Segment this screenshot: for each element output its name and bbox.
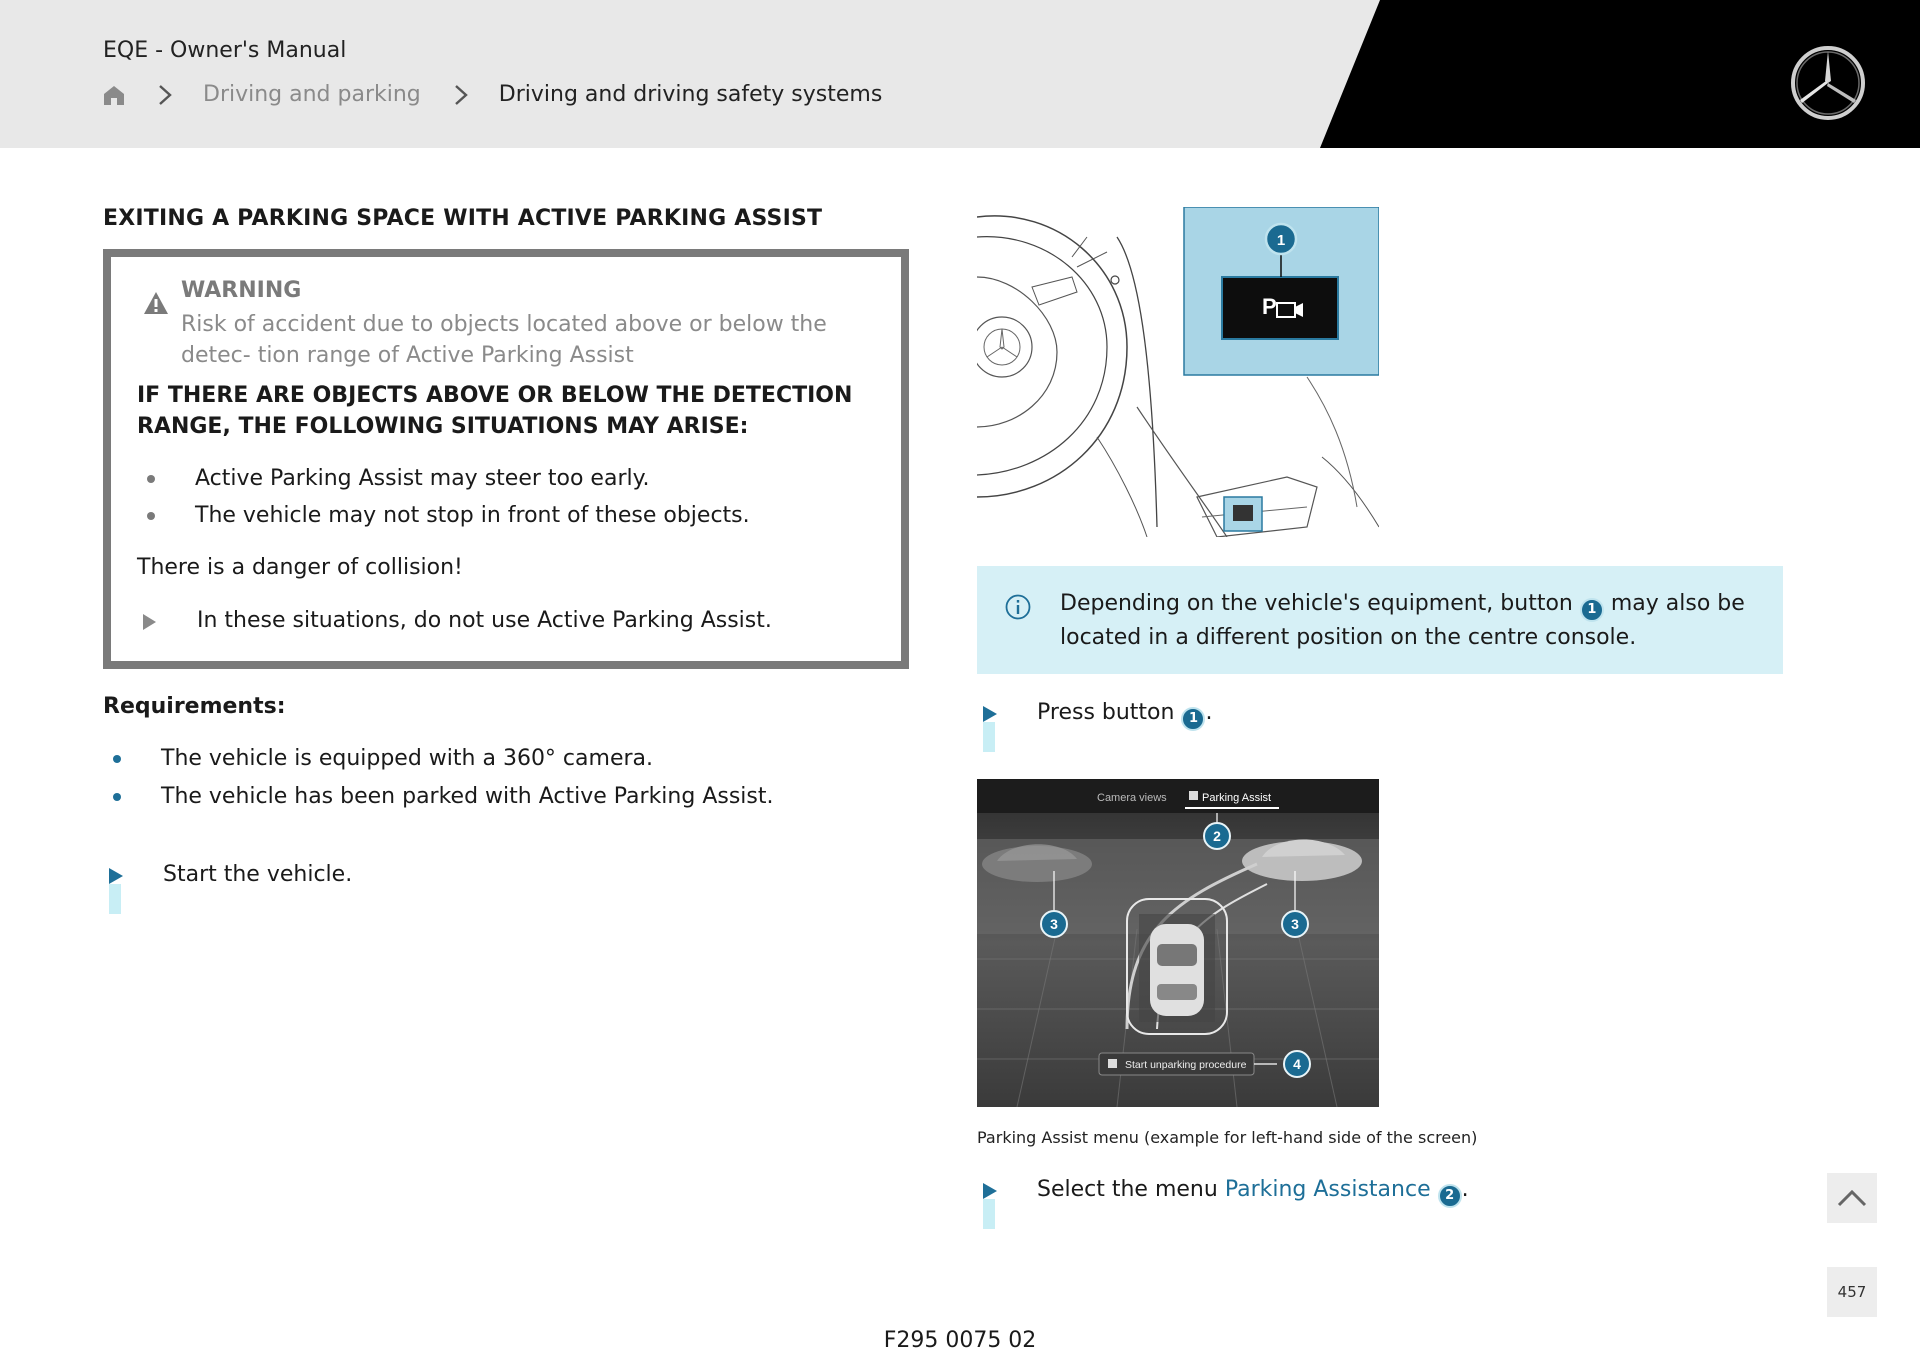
warning-triangle-icon [143, 291, 169, 315]
callout-4: 4 [1293, 1056, 1301, 1072]
section-title: EXITING A PARKING SPACE WITH ACTIVE PARKING ASSIST [103, 206, 823, 231]
figure-caption: Parking Assist menu (example for left-hand side of the screen) [977, 1128, 1478, 1147]
warning-bullet-list [137, 464, 750, 538]
breadcrumb-current: Driving and driving safety systems [498, 82, 883, 107]
chevron-right-icon [451, 84, 471, 106]
screen-start-unparking-button: Start unparking procedure [1125, 1059, 1247, 1071]
step-arrow-icon [143, 614, 156, 630]
home-icon[interactable] [103, 84, 125, 106]
list-item: The vehicle is equipped with a 360° camera. [103, 744, 774, 782]
chevron-right-icon [155, 84, 175, 106]
callout-1: 1 [1276, 232, 1286, 249]
warning-danger-text: There is a danger of collision! [137, 555, 463, 580]
svg-text:P: P [1262, 294, 1277, 319]
scroll-to-top-button[interactable] [1827, 1173, 1877, 1223]
step-text: Select the menu [1037, 1177, 1218, 1202]
figure-code: F295 0075 02 [883, 1328, 1037, 1353]
requirements-title: Requirements: [103, 694, 286, 719]
step-bar [983, 1199, 995, 1229]
callout-2: 2 [1213, 828, 1221, 844]
brand-star-logo-icon [1790, 45, 1866, 121]
screen-tab-parking-assist: Parking Assist [1202, 792, 1272, 804]
step-bar [109, 884, 121, 914]
warning-subtitle: Risk of accident due to objects located above or below the detec- tion range of Active Parking Assist [181, 312, 827, 368]
manual-title: EQE - Owner's Manual [103, 38, 347, 63]
list-item: The vehicle may not stop in front of these objects. [137, 501, 750, 538]
step-press-button [977, 700, 1212, 731]
list-item: The vehicle has been parked with Active Parking Assist. [103, 782, 774, 820]
callout-3: 3 [1050, 916, 1058, 932]
info-box [977, 566, 1783, 674]
cockpit-illustration [977, 207, 1379, 537]
requirements-list [103, 744, 774, 820]
step-arrow-icon [983, 1183, 997, 1199]
info-text-after: may also be located in a different position on the centre console. [1060, 591, 1745, 650]
step-text-end: . [1461, 1177, 1469, 1202]
warning-label: WARNING [181, 278, 302, 303]
breadcrumb-link-driving-and-parking[interactable]: Driving and parking [203, 82, 421, 107]
step-select-menu [977, 1177, 1469, 1208]
page-number: 457 [1827, 1267, 1877, 1317]
callout-badge: 1 [1181, 707, 1205, 731]
step-text-end: . [1205, 700, 1213, 725]
step-text: Press button [1037, 700, 1175, 725]
info-text [1060, 588, 1760, 654]
info-icon [1005, 594, 1031, 620]
callout-badge: 2 [1438, 1184, 1462, 1208]
breadcrumb [103, 82, 882, 107]
info-text-before: Depending on the vehicle's equipment, button [1060, 591, 1573, 616]
parking-assist-screen-illustration [977, 779, 1379, 1107]
screen-tab-camera-views: Camera views [1097, 792, 1167, 804]
page-header [0, 0, 1920, 148]
step-bar [983, 722, 995, 752]
step-arrow-icon [983, 706, 997, 722]
step-arrow-icon [109, 868, 123, 884]
warning-step-text: In these situations, do not use Active Parking Assist. [197, 608, 772, 633]
warning-heading: IF THERE ARE OBJECTS ABOVE OR BELOW THE DETECTION RANGE, THE FOLLOWING SITUATIONS MAY ARISE: [137, 383, 853, 439]
parking-assistance-link[interactable]: Parking Assistance [1224, 1177, 1431, 1202]
step-start-vehicle [103, 862, 352, 887]
step-text: Start the vehicle. [163, 862, 353, 887]
callout-badge: 1 [1580, 598, 1604, 622]
callout-3: 3 [1291, 916, 1299, 932]
warning-step [137, 608, 772, 633]
list-item: Active Parking Assist may steer too early. [137, 464, 750, 501]
